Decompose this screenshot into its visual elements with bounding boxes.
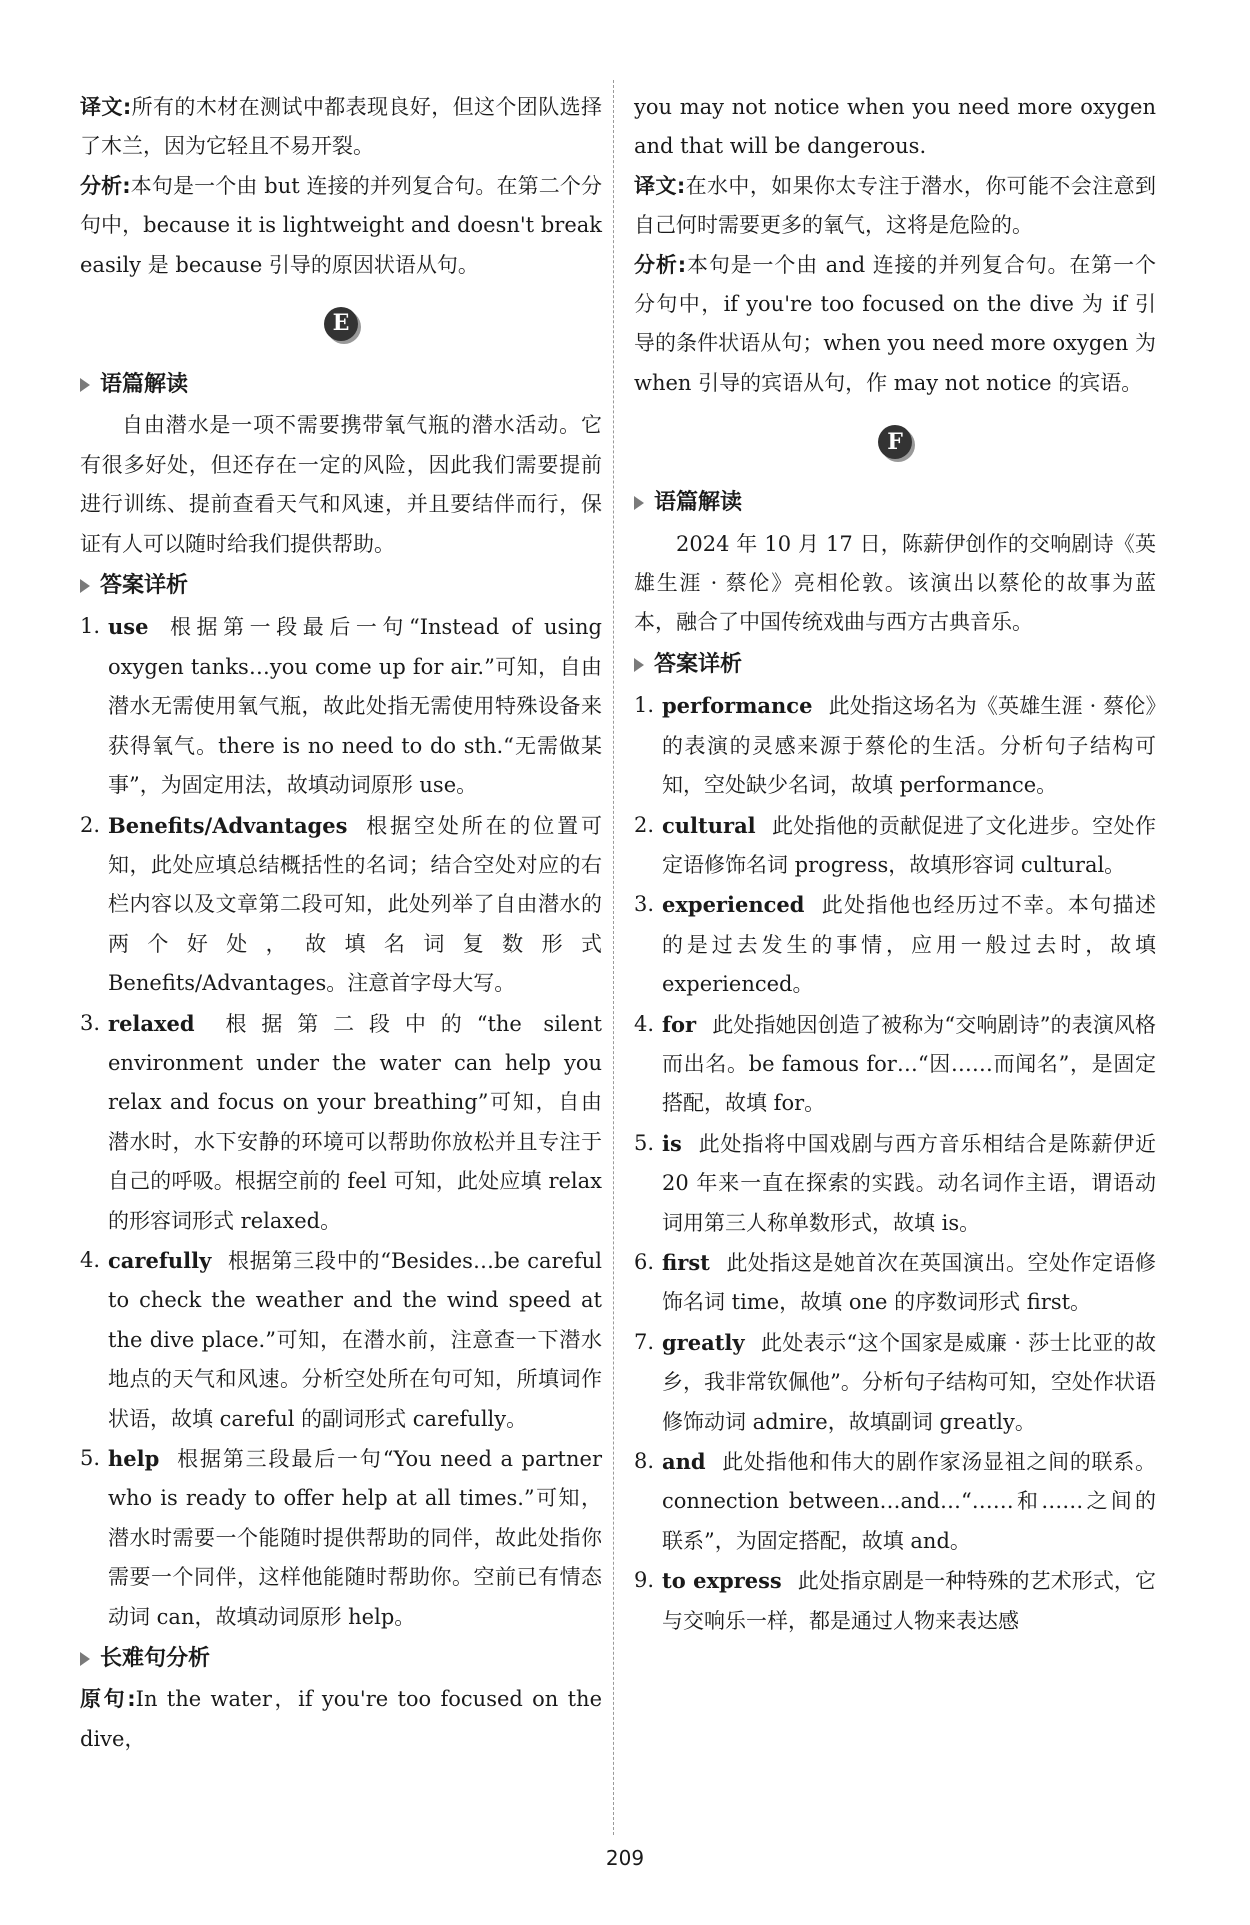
original-text: In the water，if you're too focused on the dive， — [80, 1687, 603, 1751]
answer-explanation: 根据第三段中的“Besides…be careful to check the weather and the wind speed at the dive place.”可知，在潜水前，注意查一下潜水地点的天气和风速。分析空处所在句可知，所填词作状语，故填 careful 的副词形式 carefully。 — [108, 1248, 602, 1431]
answer-number: 1. — [634, 693, 655, 718]
answer-item — [634, 885, 1156, 1004]
answer-explanation: 根据空处所在的位置可知，此处应填总结概括性的名词；结合空处对应的右栏内容以及文章第二段可知，此处列举了自由潜水的两个好处，故填名词复数形式 Benefits/Advantages。注意首字母大写。 — [108, 813, 602, 996]
intro-analysis: 分析:本句是一个由 but 连接的并列复合句。在第二个分句中，because it is lightweight and doesn't break easily 是 because 引导的原因状语从句。 — [80, 173, 603, 277]
heading-long-sentence — [80, 1639, 602, 1678]
answer-number: 7. — [634, 1329, 655, 1354]
answer-number: 3. — [634, 892, 655, 917]
answer-word: help — [108, 1446, 160, 1471]
answer-item — [634, 1323, 1156, 1442]
triangle-icon — [80, 378, 90, 392]
answer-explanation: 此处指这是她首次在英国演出。空处作定语修饰名词 time，故填 one 的序数词形式 first。 — [662, 1250, 1156, 1315]
column-divider — [613, 80, 614, 1835]
answer-number: 4. — [634, 1011, 655, 1036]
continuation-text: you may not notice when you need more oxygen and that will be dangerous. — [634, 95, 1156, 159]
section-letter: F — [878, 425, 912, 459]
heading-reading — [80, 365, 602, 404]
answer-number: 9. — [634, 1568, 655, 1593]
answer-word: cultural — [662, 812, 756, 838]
sentence-analysis: 分析:本句是一个由 and 连接的并列复合句。在第一个分句中，if you're too focused on the dive 为 if 引导的条件状语从句；when you need more oxygen 为 when 引导的宾语从句，作 may not notice 的宾语。 — [634, 252, 1156, 395]
triangle-icon — [80, 579, 90, 593]
translation-label: 译文 — [634, 173, 677, 198]
answer-list — [80, 607, 602, 1637]
heading-text: 语篇解读 — [100, 372, 189, 398]
heading-text: 长难句分析 — [100, 1646, 211, 1672]
triangle-icon — [634, 658, 644, 672]
analysis-label: 分析 — [634, 252, 678, 277]
section-letter: E — [324, 307, 358, 341]
answer-explanation: 根据第二段中的“the silent environment under the water can help you relax and focus on your breathing”可知，自由潜水时，水下安静的环境可以帮助你放松并且专注于自己的呼吸。根据空前的 feel 可知，此处应填 relax 的形容词形式 relaxed。 — [108, 1011, 602, 1233]
answer-explanation: 此处指他的贡献促进了文化进步。空处作定语修饰名词 progress，故填形容词 cultural。 — [662, 813, 1156, 877]
answer-item — [80, 1241, 602, 1439]
answer-explanation: 根据第三段最后一句“You need a partner who is ready to offer help at all times.”可知，潜水时需要一个能随时提供帮助的同伴，故此处指你需要一个同伴，这样他能随时帮助你。空前已有情态动词 can，故填动词原形 help。 — [108, 1447, 602, 1629]
answer-number: 3. — [80, 1010, 101, 1035]
answer-list — [634, 686, 1156, 1641]
answer-item — [80, 806, 602, 1004]
translation-text: 在水中，如果你太专注于潜水，你可能不会注意到自己何时需要更多的氧气，这将是危险的。 — [634, 173, 1157, 238]
answer-word: and — [662, 1449, 706, 1474]
sentence-translation: 译文:在水中，如果你太专注于潜水，你可能不会注意到自己何时需要更多的氧气，这将是危险的。 — [634, 173, 1157, 238]
answer-item — [634, 1005, 1156, 1124]
analysis-text: 本句是一个由 and 连接的并列复合句。在第一个分句中，if you're too focused on the dive 为 if 引导的条件状语从句；when you need more oxygen 为 when 引导的宾语从句，作 may not notice 的宾语。 — [634, 252, 1156, 395]
answer-word: carefully — [108, 1247, 212, 1273]
original-label: 原句 — [80, 1687, 128, 1712]
answer-explanation: 此处指他和伟大的剧作家汤显祖之间的联系。connection between…and…“……和……之间的联系”，为固定搭配，故填 and。 — [662, 1450, 1156, 1553]
answer-item — [634, 806, 1156, 886]
answer-number: 4. — [80, 1247, 101, 1272]
answer-word: is — [662, 1130, 682, 1156]
answer-explanation: 此处指他也经历过不幸。本句描述的是过去发生的事情，应用一般过去时，故填 experienced。 — [662, 893, 1156, 997]
translation-text: 所有的木材在测试中都表现良好，但这个团队选择了木兰，因为它轻且不易开裂。 — [80, 95, 603, 159]
answer-number: 2. — [80, 812, 101, 837]
answer-item — [80, 607, 602, 805]
intro-translation: 译文:所有的木材在测试中都表现良好，但这个团队选择了木兰，因为它轻且不易开裂。 — [80, 95, 603, 159]
heading-text: 答案详析 — [100, 573, 189, 599]
answer-word: greatly — [662, 1329, 745, 1355]
reading-text: 2024 年 10 月 17 日，陈薪伊创作的交响剧诗《英雄生涯 · 蔡伦》亮相伦敦。该演出以蔡伦的故事为蓝本，融合了中国传统戏曲与西方古典音乐。 — [634, 531, 1156, 635]
left-column — [80, 88, 602, 1759]
section-badge-f — [634, 403, 1156, 481]
triangle-icon — [80, 1652, 90, 1666]
answer-explanation: 此处指将中国戏剧与西方音乐相结合是陈薪伊近 20 年来一直在探索的实践。动名词作主语，谓语动词用第三人称单数形式，故填 is。 — [662, 1131, 1156, 1235]
answer-explanation: 此处指这场名为《英雄生涯 · 蔡伦》的表演的灵感来源于蔡伦的生活。分析句子结构可知，空处缺少名词，故填 performance。 — [662, 694, 1156, 798]
answer-word: relaxed — [108, 1010, 195, 1036]
heading-answers — [634, 645, 1156, 684]
section-badge-e — [80, 285, 602, 363]
analysis-label: 分析 — [80, 173, 123, 198]
answer-number: 6. — [634, 1249, 655, 1274]
answer-number: 5. — [80, 1446, 101, 1470]
answer-number: 5. — [634, 1130, 655, 1155]
triangle-icon — [634, 496, 644, 510]
answer-explanation: 此处表示“这个国家是威廉 · 莎士比亚的故乡，我非常钦佩他”。分析句子结构可知，空处作状语修饰动词 admire，故填副词 greatly。 — [662, 1330, 1156, 1434]
heading-reading — [634, 483, 1156, 522]
answer-item — [80, 1439, 602, 1637]
right-column — [634, 88, 1156, 1641]
original-sentence: 原句:In the water，if you're too focused on the dive， — [80, 1687, 603, 1751]
reading-text: 自由潜水是一项不需要携带氧气瓶的潜水活动。它有很多好处，但还存在一定的风险，因此我们需要提前进行训练、提前查看天气和风速，并且要结伴而行，保证有人可以随时给我们提供帮助。 — [80, 413, 602, 556]
page-number: 209 — [605, 1846, 645, 1870]
answer-item — [80, 1004, 602, 1241]
answer-explanation: 此处指她因创造了被称为“交响剧诗”的表演风格而出名。be famous for…“因……而闻名”，是固定搭配，故填 for。 — [662, 1012, 1156, 1116]
answer-explanation: 根据第一段最后一句“Instead of using oxygen tanks…you come up for air.”可知，自由潜水无需使用氧气瓶，故此处指无需使用特殊设备来获得氧气。there is no need to do sth.“无需做某事”，为固定用法，故填动词原形 use。 — [108, 615, 602, 798]
answer-word: for — [662, 1011, 697, 1037]
answer-word: first — [662, 1249, 710, 1275]
answer-number: 2. — [634, 812, 655, 837]
heading-text: 答案详析 — [654, 651, 743, 677]
answer-item — [634, 1243, 1156, 1323]
answer-word: performance — [662, 693, 813, 719]
heading-text: 语篇解读 — [654, 490, 743, 516]
analysis-text: 本句是一个由 but 连接的并列复合句。在第二个分句中，because it is lightweight and doesn't break easily 是 because 引导的原因状语从句。 — [80, 173, 603, 277]
answer-number: 8. — [634, 1449, 655, 1473]
answer-item — [634, 1561, 1156, 1641]
answer-item — [634, 1124, 1156, 1243]
answer-word: experienced — [662, 892, 805, 918]
answer-explanation: 此处指京剧是一种特殊的艺术形式，它与交响乐一样，都是通过人物来表达感 — [662, 1569, 1157, 1633]
answer-word: to express — [662, 1568, 782, 1594]
answer-word: use — [108, 614, 149, 640]
heading-answers — [80, 566, 602, 605]
answer-word: Benefits/Advantages — [108, 812, 348, 838]
answer-number: 1. — [80, 614, 101, 639]
answer-item — [634, 1442, 1156, 1561]
answer-item — [634, 686, 1156, 805]
translation-label: 译文 — [80, 95, 123, 119]
